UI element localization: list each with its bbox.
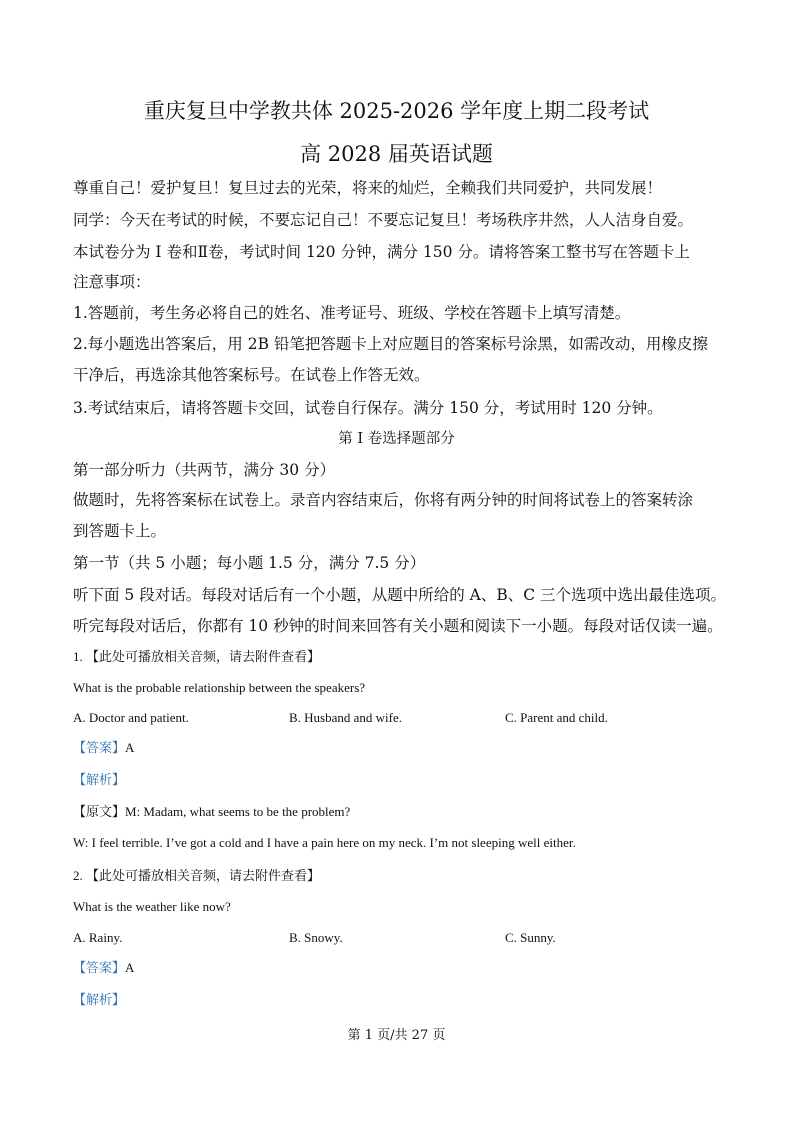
- question-text: What is the weather like now?: [73, 899, 231, 914]
- question-header: 2. 【此处可播放相关音频，请去附件查看】: [73, 868, 321, 883]
- option-c: C. Parent and child.: [505, 710, 608, 725]
- analysis-label: 【解析】: [73, 772, 126, 787]
- notice-item: 3.考试结束后，请将答题卡交回，试卷自行保存。满分 150 分，考试用时 120 分钟。: [73, 399, 663, 417]
- intro-line: 本试卷分为 I 卷和Ⅱ卷，考试时间 120 分钟，满分 150 分。请将答案工整书写在答题卡上: [73, 243, 690, 261]
- question-text: What is the probable relationship between the speakers?: [73, 680, 366, 695]
- notice-item: 干净后，再选涂其他答案标号。在试卷上作答无效。: [73, 366, 430, 384]
- section-heading: 第一节（共 5 小题；每小题 1.5 分，满分 7.5 分）: [73, 554, 426, 572]
- option-a: A. Doctor and patient.: [73, 710, 189, 725]
- answer-line: [73, 738, 134, 758]
- notice-item: 1.答题前，考生务必将自己的姓名、准考证号、班级、学校在答题卡上填写清楚。: [73, 304, 631, 322]
- instruction: 做题时，先将答案标在试卷上。录音内容结束后，你将有两分钟的时间将试卷上的答案转涂: [73, 491, 694, 509]
- option-b: B. Husband and wife.: [289, 710, 403, 725]
- original-line: [73, 802, 350, 822]
- instruction: 听下面 5 段对话。每段对话后有一个小题，从题中所给的 A、B、C 三个选项中选出最佳选项。: [73, 586, 727, 604]
- original-label: 【原文】: [73, 804, 126, 819]
- answer-label: 【答案】: [73, 960, 126, 975]
- original-text: W: I feel terrible. I’ve got a cold and I have a pain here on my neck. I’m not sleeping well either.: [73, 835, 576, 850]
- part-heading: 第一部分听力（共两节，满分 30 分）: [73, 461, 336, 479]
- notice-item: 2.每小题选出答案后，用 2B 铅笔把答题卡上对应题目的答案标号涂黑，如需改动，用橡皮擦: [73, 335, 708, 353]
- question-header: 1. 【此处可播放相关音频，请去附件查看】: [73, 649, 321, 664]
- instruction: 听完每段对话后，你都有 10 秒钟的时间来回答有关小题和阅读下一小题。每段对话仅读一遍。: [73, 617, 723, 635]
- part-title: 第 I 卷选择题部分: [338, 431, 455, 447]
- analysis-label: 【解析】: [73, 992, 126, 1007]
- original-text: M: Madam, what seems to be the problem?: [125, 804, 351, 819]
- option-c: C. Sunny.: [505, 930, 556, 945]
- instruction: 到答题卡上。: [73, 522, 167, 540]
- page-number: 第 1 页/共 27 页: [347, 1028, 446, 1043]
- page-subtitle: 高 2028 届英语试题: [300, 142, 493, 166]
- option-b: B. Snowy.: [289, 930, 343, 945]
- answer-value: A: [125, 740, 135, 755]
- intro-line: 同学：今天在考试的时候，不要忘记自己！不要忘记复旦！考场秩序井然，人人洁身自爱。: [73, 211, 694, 229]
- notice-title: 注意事项：: [73, 273, 151, 291]
- intro-line: 尊重自己！爱护复旦！复旦过去的光荣，将来的灿烂，全赖我们共同爱护，共同发展！: [73, 179, 663, 197]
- answer-value: A: [125, 960, 135, 975]
- option-a: A. Rainy.: [73, 930, 123, 945]
- page-title: 重庆复旦中学教共体 2025-2026 学年度上期二段考试: [143, 99, 650, 123]
- answer-line: [73, 958, 134, 978]
- answer-label: 【答案】: [73, 740, 126, 755]
